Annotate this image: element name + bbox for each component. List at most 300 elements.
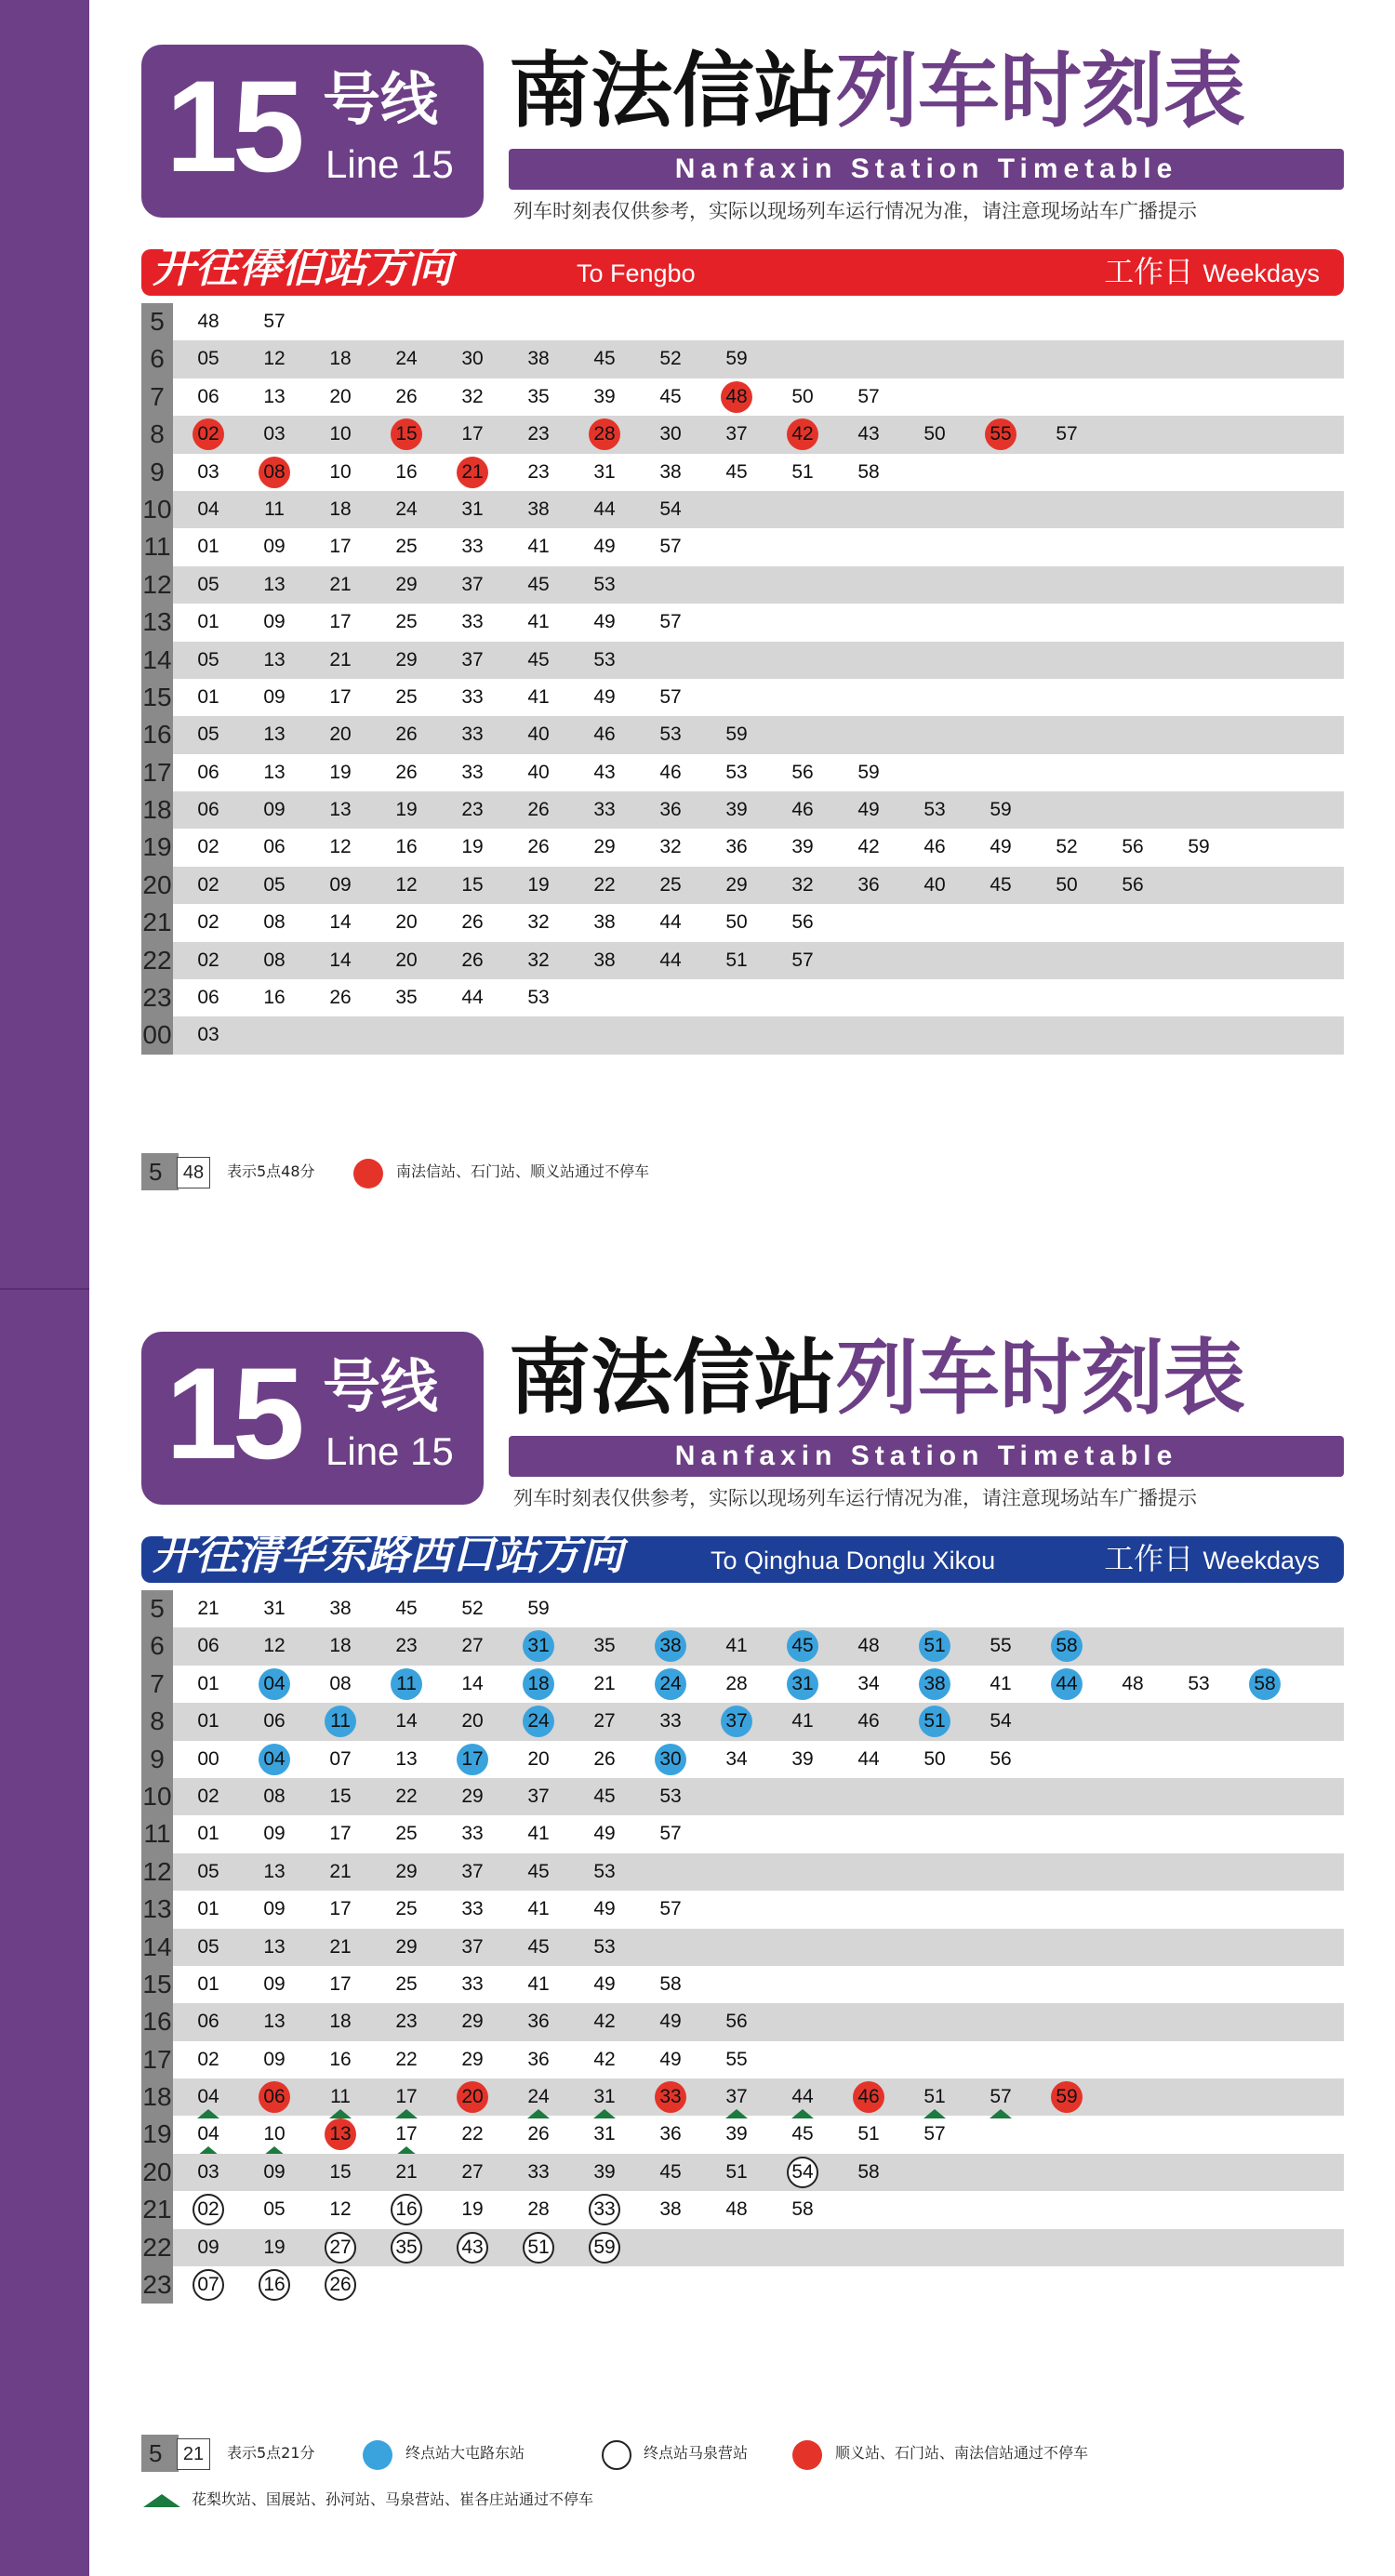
minute-cell: 16 [395, 836, 418, 858]
line-number: 15 [166, 1340, 299, 1486]
minute-cell: 38 [527, 348, 550, 370]
minute-cell: 21 [329, 1860, 352, 1882]
minute-cell: 58 [857, 2160, 880, 2183]
minute-cell: 41 [725, 1635, 748, 1657]
timetable-row [141, 2041, 1344, 2078]
minute-cell: 01 [197, 1823, 219, 1845]
timetable-row [141, 904, 1344, 941]
minute-cell: 25 [395, 685, 418, 708]
minute-cell: 25 [395, 1898, 418, 1920]
minute-cell: 26 [527, 2123, 550, 2145]
minute-cell: 03 [197, 1024, 219, 1046]
minute-cell: 53 [593, 648, 616, 671]
minute-cell: 55 [725, 2048, 748, 2070]
minute-cell: 13 [263, 1860, 286, 1882]
direction-bar-qinghua [141, 1529, 1344, 1583]
minute-cell: 05 [263, 873, 286, 896]
minute-cell: 44 [593, 498, 616, 520]
minute-cell: 49 [593, 1898, 616, 1920]
timetable-row [141, 1590, 1344, 1627]
minute-cell: 09 [263, 685, 286, 708]
legend-hour: 5 [149, 2439, 163, 2467]
hour-label: 11 [141, 528, 173, 565]
hour-label: 9 [141, 454, 173, 491]
line-badge [141, 1332, 484, 1505]
hour-label: 19 [141, 2116, 173, 2153]
minute-cell: 35 [391, 2232, 422, 2264]
minute-cell: 01 [197, 685, 219, 708]
minute-cell: 09 [263, 1898, 286, 1920]
minute-cell: 12 [329, 2198, 352, 2221]
minute-cell: 11 [391, 1668, 422, 1700]
minute-cell: 49 [593, 536, 616, 558]
minute-cell: 45 [527, 1935, 550, 1958]
minute-cell: 29 [461, 1785, 484, 1807]
minute-cell: 45 [527, 648, 550, 671]
hour-label: 17 [141, 754, 173, 791]
minute-cell: 45 [725, 460, 748, 483]
legend-red-note: 顺义站、石门站、南法信站通过不停车 [835, 2444, 1089, 2462]
line-label-en: Line 15 [326, 1429, 454, 1473]
timetable-row [141, 2154, 1344, 2191]
minute-cell: 44 [787, 2081, 818, 2113]
legend-example: 表示5点21分 [227, 2444, 315, 2462]
minute-cell: 21 [395, 2160, 418, 2183]
minute-cell: 33 [655, 2081, 686, 2113]
minute-cell: 42 [857, 836, 880, 858]
timetable-row [141, 642, 1344, 679]
red-dot-icon [792, 2440, 822, 2470]
minute-cell: 09 [263, 1823, 286, 1845]
minute-cell: 53 [1188, 1672, 1210, 1694]
minute-cell: 05 [197, 1860, 219, 1882]
minute-cell: 30 [461, 348, 484, 370]
timetable-row [141, 679, 1344, 716]
legend-hour-key [141, 2435, 179, 2472]
hour-label: 16 [141, 2003, 173, 2040]
minute-cell: 29 [395, 1860, 418, 1882]
hour-label: 6 [141, 1627, 173, 1665]
minute-cell: 45 [527, 573, 550, 595]
direction-en: To Qinghua Donglu Xikou [711, 1547, 996, 1574]
minute-cell: 25 [395, 536, 418, 558]
minute-cell: 40 [527, 761, 550, 783]
minute-cell: 20 [457, 2081, 488, 2113]
minute-cell: 53 [593, 1935, 616, 1958]
timetable-row [141, 2003, 1344, 2040]
timetable-row [141, 303, 1344, 340]
minute-cell: 51 [523, 2232, 554, 2264]
minute-cell: 18 [329, 498, 352, 520]
minute-cell: 45 [659, 2160, 682, 2183]
line-badge [141, 45, 484, 218]
minute-cell: 35 [593, 1635, 616, 1657]
minute-cell: 37 [461, 1860, 484, 1882]
day-type-en: Weekdays [1202, 259, 1320, 287]
minute-cell: 20 [395, 949, 418, 971]
minute-cell: 20 [329, 385, 352, 407]
minute-cell: 32 [527, 911, 550, 934]
minute-cell: 49 [990, 836, 1012, 858]
hour-label: 8 [141, 416, 173, 453]
minute-cell: 43 [593, 761, 616, 783]
minute-cell: 45 [593, 1785, 616, 1807]
minute-cell: 25 [395, 611, 418, 633]
legend-red-note: 南法信站、石门站、顺义站通过不停车 [396, 1162, 650, 1180]
minute-cell: 26 [527, 799, 550, 821]
minute-cell: 17 [461, 423, 484, 445]
minute-cell: 29 [395, 573, 418, 595]
minute-cell: 56 [1122, 873, 1144, 896]
minute-cell: 29 [461, 2011, 484, 2033]
minute-cell: 48 [725, 2198, 748, 2221]
minute-cell: 22 [395, 2048, 418, 2070]
hour-label: 13 [141, 604, 173, 641]
hour-label: 10 [141, 1778, 173, 1815]
minute-cell: 17 [457, 1744, 488, 1775]
minute-cell: 17 [391, 2081, 422, 2113]
minute-cell: 48 [1122, 1672, 1144, 1694]
day-type-en: Weekdays [1202, 1547, 1320, 1574]
minute-cell: 32 [461, 385, 484, 407]
direction-cn: 开往清华东路西口站方向 [153, 1529, 623, 1579]
direction-cn: 开往俸伯站方向 [153, 242, 452, 292]
minute-cell: 38 [527, 498, 550, 520]
minute-cell: 11 [264, 498, 285, 520]
title-english: Nanfaxin Station Timetable [509, 1436, 1344, 1477]
minute-cell: 57 [985, 2081, 1016, 2113]
minute-cell: 48 [721, 381, 752, 413]
minute-cell: 56 [1122, 836, 1144, 858]
hour-label: 14 [141, 642, 173, 679]
minute-cell: 58 [1051, 1630, 1083, 1662]
minute-cell: 37 [461, 573, 484, 595]
timetable-row [141, 791, 1344, 829]
minute-cell: 26 [325, 2269, 356, 2301]
legend-minute-key: 48 [177, 1157, 210, 1188]
minute-cell: 53 [593, 573, 616, 595]
minute-cell: 19 [395, 799, 418, 821]
minute-cell: 43 [457, 2232, 488, 2264]
minute-cell: 50 [791, 385, 814, 407]
minute-cell: 20 [527, 1747, 550, 1770]
minute-cell: 41 [527, 1972, 550, 1995]
minute-cell: 44 [659, 911, 682, 934]
direction-en: To Fengbo [577, 259, 696, 287]
minute-cell: 29 [461, 2048, 484, 2070]
minute-cell: 16 [395, 460, 418, 483]
minute-cell: 51 [919, 2081, 950, 2113]
minute-cell: 50 [725, 911, 748, 934]
minute-cell: 29 [395, 1935, 418, 1958]
minute-cell: 17 [329, 611, 352, 633]
timetable-row [141, 1853, 1344, 1891]
minute-cell: 41 [990, 1672, 1012, 1694]
timetable-row [141, 2191, 1344, 2228]
minute-cell: 35 [395, 987, 418, 1009]
minute-cell: 26 [329, 987, 352, 1009]
minute-cell: 44 [659, 949, 682, 971]
timetable-grid-qinghua [141, 1590, 1344, 2304]
hour-label: 20 [141, 2154, 173, 2191]
hour-label: 18 [141, 791, 173, 829]
minute-cell: 39 [725, 799, 748, 821]
minute-cell: 59 [725, 348, 748, 370]
minute-cell: 29 [725, 873, 748, 896]
minute-cell: 50 [923, 1747, 946, 1770]
minute-cell: 41 [527, 536, 550, 558]
minute-cell: 59 [857, 761, 880, 783]
timetable-row [141, 2229, 1344, 2266]
minute-cell: 33 [461, 761, 484, 783]
minute-cell: 46 [853, 2081, 884, 2113]
side-color-strip [0, 0, 89, 2576]
timetable-row [141, 1966, 1344, 2003]
minute-cell: 57 [791, 949, 814, 971]
legend-triangle-note: 花梨坎站、国展站、孙河站、马泉营站、崔各庄站通过不停车 [192, 2490, 594, 2508]
line-label-en: Line 15 [326, 142, 454, 186]
timetable-row [141, 454, 1344, 491]
minute-cell: 04 [197, 498, 219, 520]
minute-cell: 19 [329, 761, 352, 783]
minute-cell: 09 [263, 2160, 286, 2183]
minute-cell: 14 [461, 1672, 484, 1694]
minute-cell: 07 [329, 1747, 352, 1770]
minute-cell: 29 [593, 836, 616, 858]
legend-blue-note: 终点站大屯路东站 [405, 2444, 525, 2462]
minute-cell: 42 [593, 2011, 616, 2033]
minute-cell: 33 [461, 611, 484, 633]
hour-label: 20 [141, 867, 173, 904]
timetable-row [141, 1666, 1344, 1703]
minute-cell: 32 [659, 836, 682, 858]
hour-label: 23 [141, 2266, 173, 2304]
minute-cell: 19 [461, 2198, 484, 2221]
minute-cell: 22 [461, 2123, 484, 2145]
minute-cell: 38 [593, 949, 616, 971]
minute-cell: 26 [527, 836, 550, 858]
minute-cell: 12 [263, 348, 286, 370]
minute-cell: 30 [655, 1744, 686, 1775]
minute-cell: 26 [461, 911, 484, 934]
minute-cell: 04 [193, 2118, 224, 2150]
minute-cell: 19 [527, 873, 550, 896]
minute-cell: 26 [395, 761, 418, 783]
minute-cell: 49 [593, 611, 616, 633]
minute-cell: 14 [329, 911, 352, 934]
timetable-row [141, 604, 1344, 641]
minute-cell: 08 [263, 1785, 286, 1807]
minute-cell: 52 [659, 348, 682, 370]
hour-label: 22 [141, 942, 173, 979]
minute-cell: 33 [461, 1972, 484, 1995]
minute-cell: 05 [197, 648, 219, 671]
minute-cell: 54 [787, 2157, 818, 2188]
hour-label: 7 [141, 1666, 173, 1703]
minute-cell: 33 [461, 685, 484, 708]
timetable-row [141, 1741, 1344, 1778]
hour-label: 21 [141, 904, 173, 941]
minute-cell: 51 [725, 2160, 748, 2183]
hour-label: 17 [141, 2041, 173, 2078]
minute-cell: 55 [985, 418, 1016, 450]
minute-cell: 18 [329, 348, 352, 370]
minute-cell: 06 [197, 385, 219, 407]
legend-hour: 5 [149, 1158, 163, 1186]
strip-seam [0, 1288, 89, 1290]
minute-cell: 13 [263, 648, 286, 671]
minute-cell: 17 [329, 1972, 352, 1995]
timetable-row [141, 942, 1344, 979]
minute-cell: 09 [263, 536, 286, 558]
minute-cell: 41 [527, 611, 550, 633]
minute-cell: 31 [593, 460, 616, 483]
minute-cell: 03 [263, 423, 286, 445]
minute-cell: 53 [527, 987, 550, 1009]
minute-cell: 31 [523, 1630, 554, 1662]
minute-cell: 17 [329, 536, 352, 558]
timetable-row [141, 1815, 1344, 1852]
timetable-row [141, 1703, 1344, 1740]
minute-cell: 13 [263, 761, 286, 783]
minute-cell: 33 [461, 536, 484, 558]
minute-cell: 38 [655, 1630, 686, 1662]
timetable-row [141, 2116, 1344, 2153]
minute-cell: 49 [659, 2011, 682, 2033]
minute-cell: 07 [193, 2269, 224, 2301]
minute-cell: 16 [259, 2269, 290, 2301]
minute-cell: 12 [329, 836, 352, 858]
minute-cell: 24 [395, 498, 418, 520]
minute-cell: 45 [395, 1598, 418, 1619]
minute-cell: 21 [329, 648, 352, 671]
minute-cell: 58 [659, 1972, 682, 1995]
minute-cell: 33 [659, 1710, 682, 1733]
minute-cell: 53 [725, 761, 748, 783]
minute-cell: 13 [395, 1747, 418, 1770]
minute-cell: 23 [527, 423, 550, 445]
minute-cell: 01 [197, 1672, 219, 1694]
minute-cell: 03 [197, 460, 219, 483]
minute-cell: 32 [527, 949, 550, 971]
minute-cell: 41 [527, 1823, 550, 1845]
notice-text: 列车时刻表仅供参考，实际以现场列车运行情况为准，请注意现场站车广播提示 [513, 1487, 1197, 1509]
minute-cell: 01 [197, 1898, 219, 1920]
page-title [509, 41, 1245, 141]
minute-cell: 36 [857, 873, 880, 896]
minute-cell: 26 [461, 949, 484, 971]
minute-cell: 40 [923, 873, 946, 896]
minute-cell: 19 [461, 836, 484, 858]
hour-label: 7 [141, 378, 173, 416]
minute-cell: 41 [527, 685, 550, 708]
minute-cell: 45 [787, 1630, 818, 1662]
minute-cell: 17 [329, 1823, 352, 1845]
legend-hour-key [141, 1153, 179, 1190]
minute-cell: 21 [457, 457, 488, 488]
minute-cell: 14 [329, 949, 352, 971]
minute-cell: 37 [721, 1706, 752, 1737]
minute-cell: 12 [263, 1635, 286, 1657]
minute-cell: 24 [655, 1668, 686, 1700]
minute-cell: 05 [197, 348, 219, 370]
minute-cell: 23 [395, 2011, 418, 2033]
minute-cell: 50 [923, 423, 946, 445]
minute-cell: 20 [395, 911, 418, 934]
minute-cell: 56 [725, 2011, 748, 2033]
minute-cell: 09 [263, 611, 286, 633]
minute-cell: 58 [857, 460, 880, 483]
minute-cell: 16 [329, 2048, 352, 2070]
minute-cell: 45 [593, 348, 616, 370]
minute-cell: 37 [721, 2081, 752, 2113]
minute-cell: 48 [857, 1635, 880, 1657]
minute-cell: 01 [197, 1972, 219, 1995]
minute-cell: 06 [197, 761, 219, 783]
minute-cell: 02 [197, 949, 219, 971]
minute-cell: 43 [857, 423, 880, 445]
minute-cell: 00 [197, 1747, 219, 1770]
minute-cell: 31 [787, 1668, 818, 1700]
minute-cell: 35 [527, 385, 550, 407]
minute-cell: 58 [1249, 1668, 1281, 1700]
timetable-row [141, 867, 1344, 904]
red-dot-icon [353, 1159, 383, 1188]
hour-label: 14 [141, 1929, 173, 1966]
minute-cell: 36 [527, 2048, 550, 2070]
minute-cell: 09 [329, 873, 352, 896]
minute-cell: 31 [593, 2123, 616, 2145]
timetable-row [141, 1016, 1344, 1054]
minute-cell: 02 [197, 911, 219, 934]
timetable-row [141, 1627, 1344, 1665]
minute-cell: 06 [263, 1710, 286, 1733]
minute-cell: 05 [197, 573, 219, 595]
notice-text: 列车时刻表仅供参考，实际以现场列车运行情况为准，请注意现场站车广播提示 [513, 200, 1197, 222]
minute-cell: 26 [395, 724, 418, 746]
minute-cell: 14 [395, 1710, 418, 1733]
minute-cell: 31 [589, 2081, 620, 2113]
minute-cell: 20 [461, 1710, 484, 1733]
timetable-row [141, 416, 1344, 453]
minute-cell: 15 [391, 418, 422, 450]
minute-cell: 18 [329, 1635, 352, 1657]
minute-cell: 11 [325, 1706, 356, 1737]
minute-cell: 01 [197, 536, 219, 558]
minute-cell: 06 [197, 799, 219, 821]
minute-cell: 36 [527, 2011, 550, 2033]
minute-cell: 26 [395, 385, 418, 407]
hour-label: 22 [141, 2229, 173, 2266]
minute-cell: 03 [197, 2160, 219, 2183]
minute-cell: 04 [193, 2081, 224, 2113]
minute-cell: 21 [593, 1672, 616, 1694]
minute-cell: 02 [197, 1785, 219, 1807]
legend-ring-note: 终点站马泉营站 [644, 2444, 749, 2462]
hour-label: 11 [141, 1815, 173, 1852]
minute-cell: 08 [259, 457, 290, 488]
legend-minute-key: 21 [177, 2438, 210, 2470]
day-type [1104, 251, 1320, 294]
minute-cell: 50 [1056, 873, 1078, 896]
minute-cell: 28 [589, 418, 620, 450]
minute-cell: 51 [791, 460, 814, 483]
minute-cell: 51 [857, 2123, 880, 2145]
minute-cell: 17 [391, 2118, 422, 2150]
minute-cell: 39 [593, 385, 616, 407]
hour-label: 15 [141, 1966, 173, 2003]
minute-cell: 05 [197, 724, 219, 746]
